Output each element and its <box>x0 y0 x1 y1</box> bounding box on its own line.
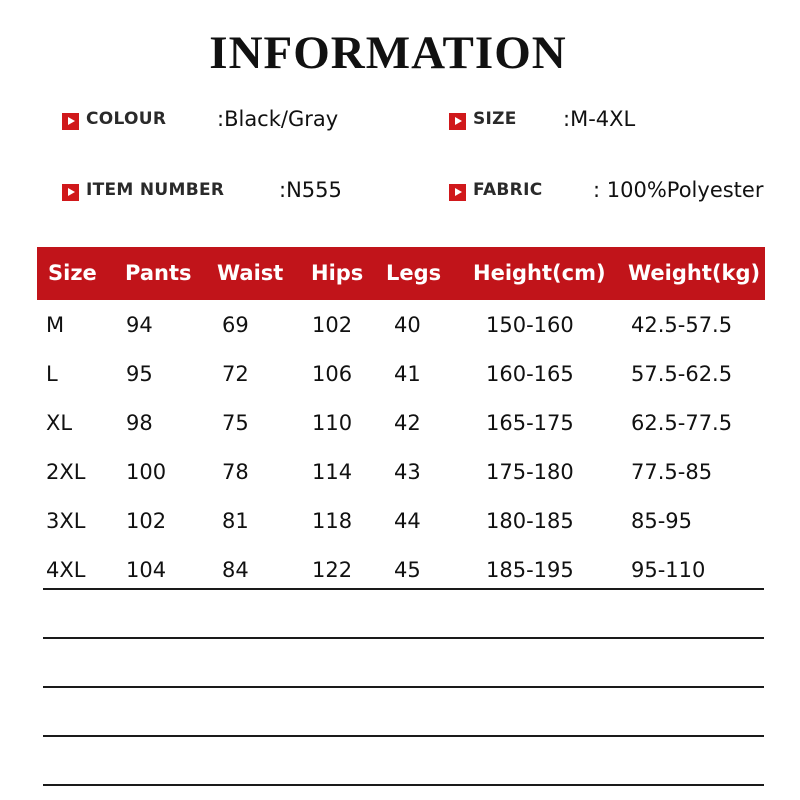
cell-legs: 44 <box>394 509 421 533</box>
divider <box>43 588 764 590</box>
play-arrow-square-icon <box>62 113 79 130</box>
cell-legs: 42 <box>394 411 421 435</box>
spec-size-label: SIZE <box>473 109 517 129</box>
header-weight: Weight(kg) <box>628 261 761 285</box>
cell-size: M <box>46 313 65 337</box>
cell-weight: 57.5-62.5 <box>631 362 733 386</box>
cell-pants: 98 <box>126 411 153 435</box>
cell-weight: 85-95 <box>631 509 693 533</box>
cell-hips: 102 <box>312 313 353 337</box>
cell-waist: 84 <box>222 558 249 582</box>
cell-weight: 42.5-57.5 <box>631 313 733 337</box>
cell-legs: 40 <box>394 313 421 337</box>
header-legs: Legs <box>386 261 442 285</box>
cell-height: 185-195 <box>486 558 574 582</box>
cell-legs: 45 <box>394 558 421 582</box>
cell-height: 175-180 <box>486 460 574 484</box>
cell-height: 150-160 <box>486 313 574 337</box>
cell-weight: 77.5-85 <box>631 460 713 484</box>
divider <box>43 637 764 639</box>
cell-pants: 104 <box>126 558 167 582</box>
spec-colour-value: :Black/Gray <box>217 107 339 131</box>
cell-pants: 102 <box>126 509 167 533</box>
spec-colour-label: COLOUR <box>86 109 167 129</box>
play-arrow-square-icon <box>62 184 79 201</box>
cell-hips: 114 <box>312 460 353 484</box>
table-row <box>0 558 800 606</box>
cell-legs: 41 <box>394 362 421 386</box>
table-row <box>0 313 800 361</box>
spec-size-value: :M-4XL <box>563 107 636 131</box>
cell-weight: 95-110 <box>631 558 706 582</box>
cell-size: 2XL <box>46 460 86 484</box>
spec-fabric-value: : 100%Polyester <box>593 178 764 202</box>
cell-pants: 95 <box>126 362 153 386</box>
size-table-header <box>37 247 765 300</box>
table-row <box>0 362 800 410</box>
cell-hips: 118 <box>312 509 353 533</box>
header-size: Size <box>48 261 97 285</box>
cell-size: 4XL <box>46 558 86 582</box>
cell-pants: 94 <box>126 313 153 337</box>
cell-size: L <box>46 362 58 386</box>
cell-waist: 75 <box>222 411 249 435</box>
spec-item-number-label: ITEM NUMBER <box>86 180 225 200</box>
header-pants: Pants <box>125 261 192 285</box>
divider <box>43 784 764 786</box>
divider <box>43 735 764 737</box>
table-row <box>0 460 800 508</box>
cell-height: 160-165 <box>486 362 574 386</box>
header-waist: Waist <box>217 261 284 285</box>
spec-item-number-value: :N555 <box>279 178 342 202</box>
cell-height: 180-185 <box>486 509 574 533</box>
cell-size: 3XL <box>46 509 86 533</box>
cell-waist: 81 <box>222 509 249 533</box>
cell-height: 165-175 <box>486 411 574 435</box>
cell-pants: 100 <box>126 460 167 484</box>
cell-size: XL <box>46 411 73 435</box>
header-hips: Hips <box>311 261 364 285</box>
header-height: Height(cm) <box>473 261 606 285</box>
play-arrow-square-icon <box>449 113 466 130</box>
cell-waist: 78 <box>222 460 249 484</box>
cell-hips: 106 <box>312 362 353 386</box>
cell-waist: 72 <box>222 362 249 386</box>
spec-fabric-label: FABRIC <box>473 180 543 200</box>
page-title: INFORMATION <box>209 27 567 79</box>
cell-hips: 122 <box>312 558 353 582</box>
cell-waist: 69 <box>222 313 249 337</box>
cell-legs: 43 <box>394 460 421 484</box>
table-row <box>0 509 800 557</box>
cell-weight: 62.5-77.5 <box>631 411 733 435</box>
table-row <box>0 411 800 459</box>
cell-hips: 110 <box>312 411 353 435</box>
divider <box>43 686 764 688</box>
play-arrow-square-icon <box>449 184 466 201</box>
